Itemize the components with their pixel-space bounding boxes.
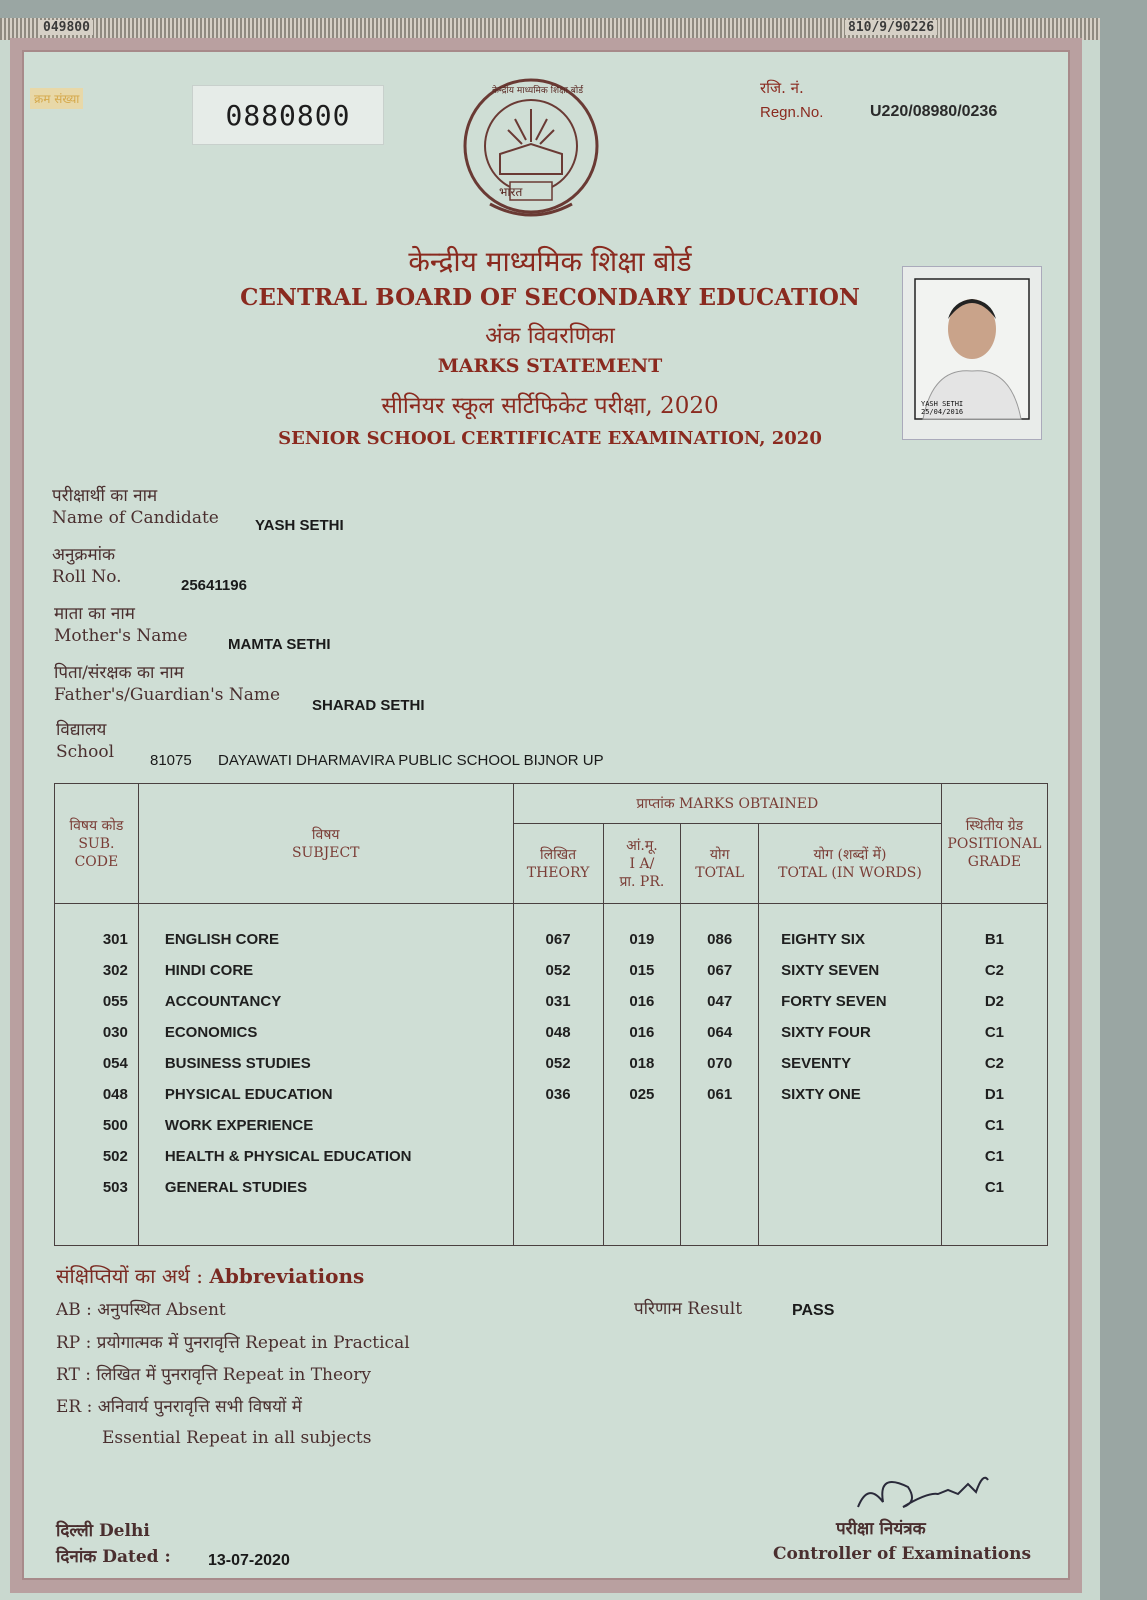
cell-code: 048: [102, 1086, 128, 1103]
col-total: [681, 904, 759, 1246]
cell-code: 301: [102, 931, 128, 948]
school-label: School: [56, 742, 115, 762]
abbr-absent: AB : अनुपस्थित Absent: [56, 1300, 226, 1320]
header-subject: विषय SUBJECT: [138, 784, 513, 904]
statement-title: MARKS STATEMENT: [437, 355, 663, 377]
cell-subject: GENERAL STUDIES: [164, 1179, 308, 1196]
father-name: SHARAD SETHI: [312, 697, 425, 714]
cell-subject: HINDI CORE: [164, 962, 254, 979]
father-label-hindi: पिता/संरक्षक का नाम: [54, 663, 184, 683]
abbr-essential-repeat-en: Essential Repeat in all subjects: [102, 1428, 372, 1448]
mother-label-hindi: माता का नाम: [54, 604, 135, 624]
cell-grade: C1: [984, 1024, 1005, 1041]
header-total-words: योग (शब्दों में) TOTAL (IN WORDS): [759, 824, 942, 904]
cell-ia: 018: [629, 1055, 655, 1072]
name-label-hindi: परीक्षार्थी का नाम: [52, 486, 158, 506]
col-grade: [941, 904, 1047, 1246]
statement-title-hindi: अंक विवरणिका: [485, 323, 615, 349]
cell-words: [781, 1141, 941, 1172]
cell-theory: [514, 1141, 603, 1172]
cell-ia: [604, 1172, 681, 1203]
cell-theory: [514, 1172, 603, 1203]
school-code: 81075: [150, 752, 192, 769]
cell-words: SEVENTY: [781, 1055, 852, 1072]
cell-words: SIXTY SEVEN: [781, 962, 880, 979]
cell-grade: C2: [984, 1055, 1005, 1072]
controller-title-hindi: परीक्षा नियंत्रक: [836, 1519, 926, 1539]
cell-code: 030: [102, 1024, 128, 1041]
cell-theory: 052: [545, 962, 571, 979]
header-ia-pr: आं.मू. I A/ प्रा. PR.: [603, 824, 681, 904]
regn-number: U220/08980/0236: [870, 103, 998, 120]
seal-text-top: केन्द्रीय माध्यमिक शिक्षा बोर्ड: [492, 86, 584, 96]
abbr-repeat-theory: RT : लिखित में पुनरावृत्ति Repeat in Theory: [56, 1365, 372, 1385]
cell-subject: PHYSICAL EDUCATION: [164, 1086, 333, 1103]
cell-total: 047: [707, 993, 733, 1010]
cell-total: 070: [707, 1055, 733, 1072]
school-name: DAYAWATI DHARMAVIRA PUBLIC SCHOOL BIJNOR UP: [218, 752, 604, 769]
cell-words: EIGHTY SIX: [781, 931, 865, 948]
cell-words: SIXTY FOUR: [781, 1024, 871, 1041]
roll-number: 25641196: [181, 577, 247, 594]
cell-ia: 015: [629, 962, 655, 979]
issue-date: 13-07-2020: [208, 1552, 290, 1569]
dated-label: दिनांक Dated :: [56, 1547, 171, 1567]
cell-code: 502: [102, 1148, 128, 1165]
cell-theory: 048: [545, 1024, 571, 1041]
cell-ia: 019: [629, 931, 655, 948]
photo-caption-date: 25/04/2016: [921, 408, 964, 416]
exam-title-hindi: सीनियर स्कूल सर्टिफिकेट परीक्षा, 2020: [381, 393, 719, 419]
cell-subject: ENGLISH CORE: [164, 931, 280, 948]
cell-total: 086: [707, 931, 733, 948]
col-code: [55, 904, 139, 1246]
abbr-repeat-practical: RP : प्रयोगात्मक में पुनरावृत्ति Repeat in Practical: [56, 1333, 410, 1353]
cell-subject: BUSINESS STUDIES: [164, 1055, 311, 1072]
cell-grade: D2: [984, 993, 1005, 1010]
photo-caption-name: YASH SETHI: [921, 400, 964, 408]
cell-total: 061: [707, 1086, 733, 1103]
header-total: योग TOTAL: [681, 824, 759, 904]
col-ia: [603, 904, 681, 1246]
roll-label: Roll No.: [52, 567, 122, 587]
cell-words: SIXTY ONE: [781, 1086, 861, 1103]
result-value: PASS: [792, 1302, 835, 1319]
place-label: दिल्ली Delhi: [56, 1521, 150, 1541]
cell-grade: C2: [984, 962, 1005, 979]
cell-total: [681, 1110, 758, 1141]
cell-code: 054: [102, 1055, 128, 1072]
seal-text-bottom: भारत: [499, 185, 523, 199]
header-positional-grade: स्थितीय ग्रेड POSITIONAL GRADE: [941, 784, 1047, 904]
strip-serial-left: 049800: [40, 20, 93, 35]
cell-words: FORTY SEVEN: [781, 993, 887, 1010]
abbreviations-title: संक्षिप्तियों का अर्थ : Abbreviations: [56, 1264, 365, 1288]
cell-theory: [514, 1110, 603, 1141]
marks-table: [54, 783, 1048, 1246]
cell-theory: 052: [545, 1055, 571, 1072]
name-label: Name of Candidate: [52, 508, 219, 528]
father-label: Father's/Guardian's Name: [54, 685, 281, 705]
col-subject: [138, 904, 513, 1246]
cbse-seal-icon: [460, 74, 602, 226]
signature-icon: [848, 1462, 998, 1522]
cell-grade: C1: [984, 1179, 1005, 1196]
regn-label-hindi: रजि. नं.: [760, 79, 804, 97]
mother-name: MAMTA SETHI: [228, 636, 331, 653]
cell-total: 067: [707, 962, 733, 979]
cell-theory: 036: [545, 1086, 571, 1103]
cell-ia: 016: [629, 993, 655, 1010]
candidate-photo: [902, 266, 1042, 440]
cell-subject: ECONOMICS: [164, 1024, 258, 1041]
mother-label: Mother's Name: [54, 626, 188, 646]
cell-grade: C1: [984, 1148, 1005, 1165]
cell-subject: WORK EXPERIENCE: [164, 1117, 314, 1134]
cell-subject: ACCOUNTANCY: [164, 993, 282, 1010]
school-label-hindi: विद्यालय: [56, 720, 107, 740]
roll-label-hindi: अनुक्रमांक: [52, 545, 116, 565]
cell-total: [681, 1141, 758, 1172]
board-name: CENTRAL BOARD OF SECONDARY EDUCATION: [240, 284, 860, 311]
board-name-hindi: केन्द्रीय माध्यमिक शिक्षा बोर्ड: [408, 245, 692, 278]
cell-grade: B1: [984, 931, 1005, 948]
serial-number: 0880800: [192, 85, 384, 145]
serial-label: क्रम संख्या: [30, 88, 83, 109]
cell-total: 064: [707, 1024, 733, 1041]
header-marks-obtained: प्राप्तांक MARKS OBTAINED: [513, 784, 941, 824]
cell-words: [781, 1110, 941, 1141]
cell-total: [681, 1172, 758, 1203]
strip-serial-right: 810/9/90226: [845, 20, 937, 35]
header-theory: लिखित THEORY: [513, 824, 603, 904]
cell-ia: 025: [629, 1086, 655, 1103]
cell-grade: C1: [984, 1117, 1005, 1134]
cell-code: 055: [102, 993, 128, 1010]
exam-title: SENIOR SCHOOL CERTIFICATE EXAMINATION, 2020: [278, 428, 822, 449]
cell-code: 500: [102, 1117, 128, 1134]
regn-label: Regn.No.: [760, 104, 824, 121]
header-sub-code: विषय कोड SUB. CODE: [55, 784, 139, 904]
cell-theory: 067: [545, 931, 571, 948]
cell-grade: D1: [984, 1086, 1005, 1103]
cell-code: 503: [102, 1179, 128, 1196]
cell-code: 302: [102, 962, 128, 979]
cell-words: [781, 1172, 941, 1203]
col-words: [759, 904, 942, 1246]
col-theory: [513, 904, 603, 1246]
cell-ia: [604, 1110, 681, 1141]
abbr-essential-repeat: ER : अनिवार्य पुनरावृत्ति सभी विषयों में: [56, 1397, 302, 1417]
cell-ia: 016: [629, 1024, 655, 1041]
controller-title: Controller of Examinations: [773, 1544, 1032, 1564]
cell-ia: [604, 1141, 681, 1172]
result-label: परिणाम Result: [634, 1299, 743, 1319]
cell-theory: 031: [545, 993, 571, 1010]
cell-subject: HEALTH & PHYSICAL EDUCATION: [164, 1148, 412, 1165]
candidate-name: YASH SETHI: [255, 517, 344, 534]
